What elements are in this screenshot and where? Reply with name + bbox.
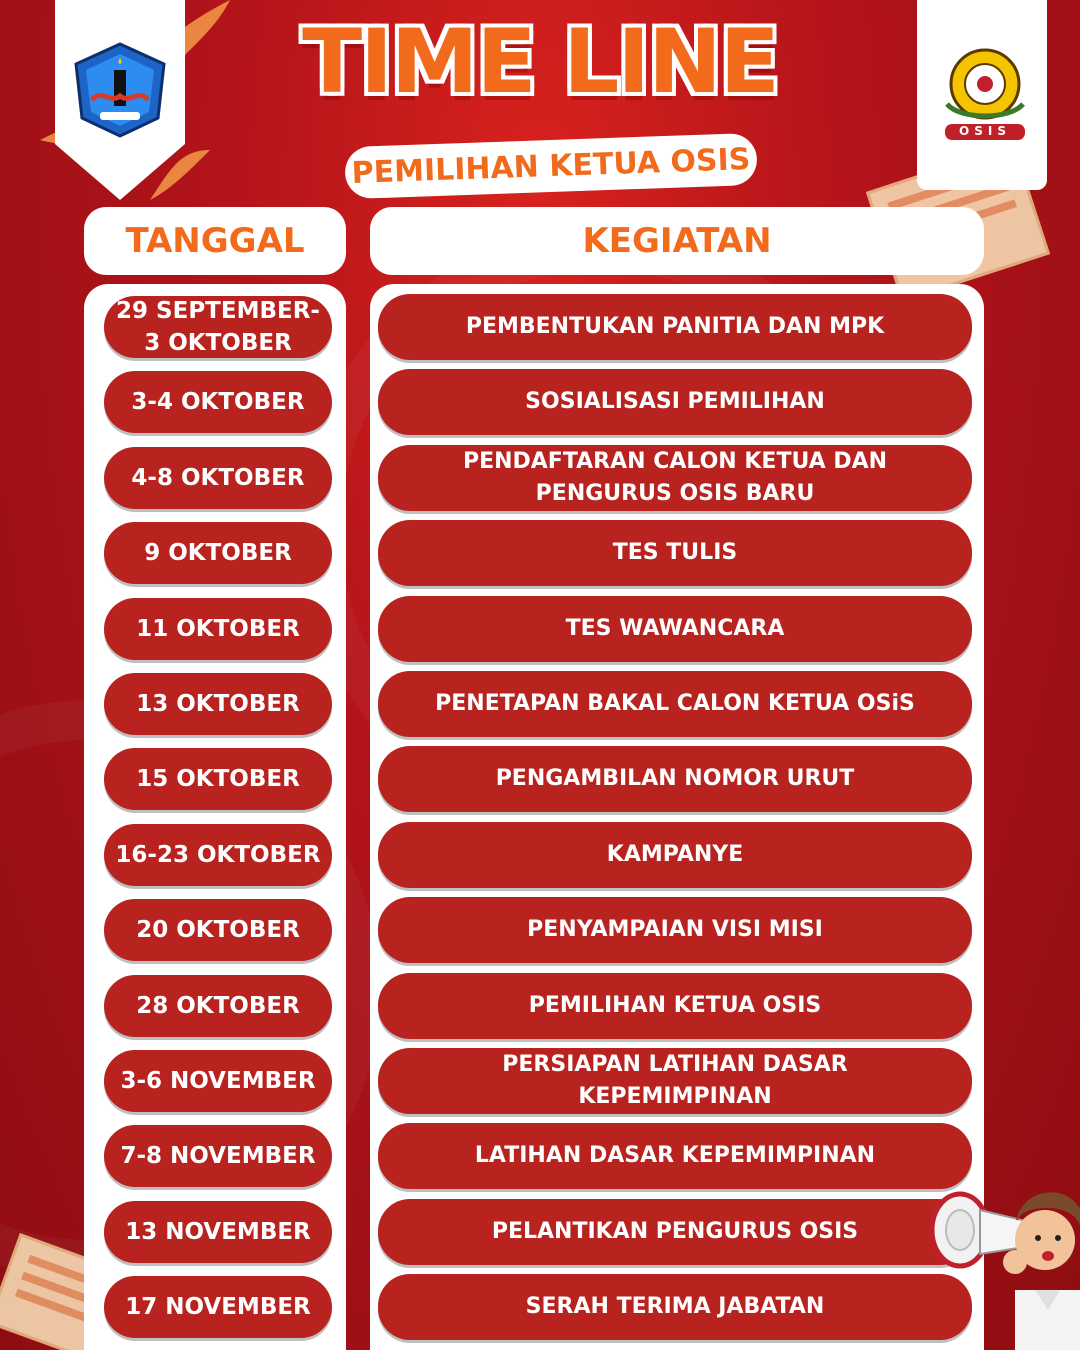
- schedule-date: 28 OKTOBER: [104, 975, 332, 1037]
- subtitle-badge: [344, 133, 758, 199]
- schedule-date: 16-23 OKTOBER: [104, 824, 332, 886]
- schedule-activity: PENGAMBILAN NOMOR URUT: [378, 746, 972, 812]
- schedule-date: 20 OKTOBER: [104, 899, 332, 961]
- schedule-activity: SOSIALISASI PEMILIHAN: [378, 369, 972, 435]
- schedule-date: 13 NOVEMBER: [104, 1201, 332, 1263]
- page-title: TIME LINE: [302, 10, 778, 113]
- schedule-activity: TES TULIS: [378, 520, 972, 586]
- osis-logo-label: OSIS: [959, 124, 1011, 138]
- date-column-panel: [84, 284, 346, 1350]
- schedule-activity: KAMPANYE: [378, 822, 972, 888]
- schedule-date: 3-4 OKTOBER: [104, 371, 332, 433]
- schedule-date: 29 SEPTEMBER- 3 OKTOBER: [104, 296, 332, 358]
- column-header-activity: [370, 207, 984, 275]
- column-header-date-label: TANGGAL: [125, 221, 305, 261]
- schedule-date: 11 OKTOBER: [104, 598, 332, 660]
- schedule-date: 13 OKTOBER: [104, 673, 332, 735]
- title-container: [0, 10, 1080, 113]
- schedule-activity: PERSIAPAN LATIHAN DASAR KEPEMIMPINAN: [378, 1048, 972, 1114]
- column-header-date: [84, 207, 346, 275]
- column-header-activity-label: KEGIATAN: [582, 221, 772, 261]
- activity-column-panel: [370, 284, 984, 1350]
- schedule-activity: TES WAWANCARA: [378, 596, 972, 662]
- schedule-activity: PEMBENTUKAN PANITIA DAN MPK: [378, 294, 972, 360]
- schedule-date: 9 OKTOBER: [104, 522, 332, 584]
- schedule-activity: LATIHAN DASAR KEPEMIMPINAN: [378, 1123, 972, 1189]
- schedule-activity: PEMILIHAN KETUA OSIS: [378, 973, 972, 1039]
- page-subtitle: PEMILIHAN KETUA OSIS: [351, 141, 751, 191]
- schedule-date: 4-8 OKTOBER: [104, 447, 332, 509]
- schedule-date: 17 NOVEMBER: [104, 1276, 332, 1338]
- schedule-activity: PENETAPAN BAKAL CALON KETUA OSiS: [378, 671, 972, 737]
- schedule-activity: SERAH TERIMA JABATAN: [378, 1274, 972, 1340]
- schedule-date: 3-6 NOVEMBER: [104, 1050, 332, 1112]
- schedule-activity: PENYAMPAIAN VISI MISI: [378, 897, 972, 963]
- schedule-activity: PENDAFTARAN CALON KETUA DAN PENGURUS OSIS BARU: [378, 445, 972, 511]
- schedule-date: 7-8 NOVEMBER: [104, 1125, 332, 1187]
- student-megaphone-illustration: [920, 1180, 1080, 1350]
- schedule-activity: PELANTIKAN PENGURUS OSIS: [378, 1199, 972, 1265]
- schedule-date: 15 OKTOBER: [104, 748, 332, 810]
